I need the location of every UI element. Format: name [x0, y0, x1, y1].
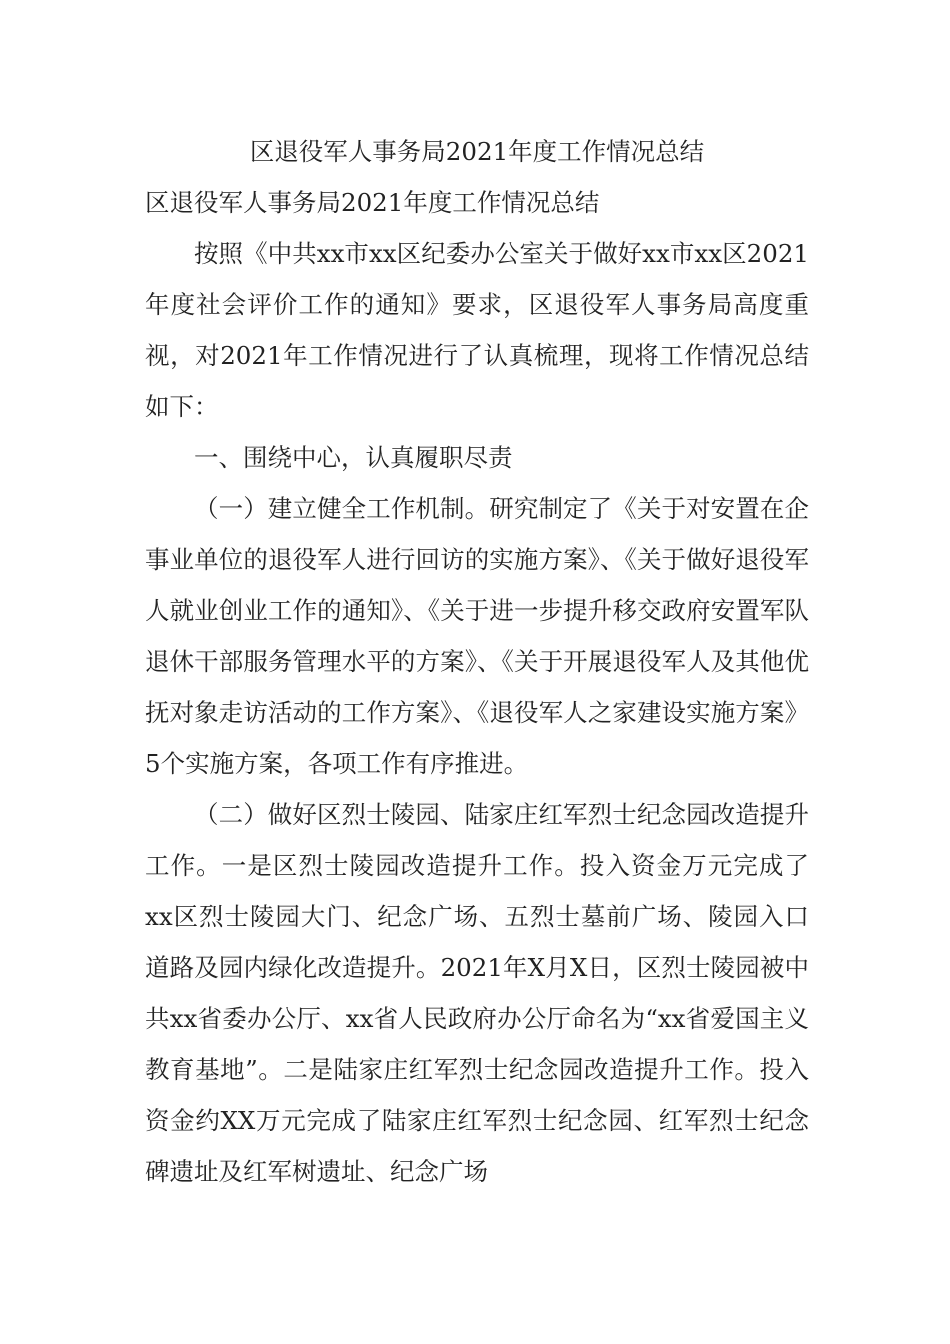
intro-paragraph: 按照《中共xx市xx区纪委办公室关于做好xx市xx区2021年度社会评价工作的通知》要求，区退役军人事务局高度重视，对2021年工作情况进行了认真梳理，现将工作情况总结如下： [145, 239, 809, 421]
section-heading: 一、围绕中心，认真履职尽责 [194, 443, 513, 472]
work-mechanism-paragraph: （一）建立健全工作机制。研究制定了《关于对安置在企事业单位的退役军人进行回访的实施方案》、《关于做好退役军人就业创业工作的通知》、《关于进一步提升移交政府安置军队退休干部服务管理水平的方案》、《关于开展退役军人及其他优抚对象走访活动的工作方案》、《退役军人之家建设实施方案》5个实施方案，各项工作有序推进。 [145, 494, 809, 778]
document-title: 区退役军人事务局2021年度工作情况总结 [249, 137, 705, 166]
document-subtitle: 区退役军人事务局2021年度工作情况总结 [145, 188, 600, 217]
cemetery-renovation-paragraph: （二）做好区烈士陵园、陆家庄红军烈士纪念园改造提升工作。一是区烈士陵园改造提升工作。投入资金万元完成了xx区烈士陵园大门、纪念广场、五烈士墓前广场、陵园入口道路及园内绿化改造提升。2021年X月X日，区烈士陵园被中共xx省委办公厅、xx省人民政府办公厅命名为“xx省爱国主义教育基地”。二是陆家庄红军烈士纪念园改造提升工作。投入资金约XX万元完成了陆家庄红军烈士纪念园、红军烈士纪念碑遗址及红军树遗址、纪念广场 [145, 800, 809, 1186]
document-body [145, 126, 809, 1197]
